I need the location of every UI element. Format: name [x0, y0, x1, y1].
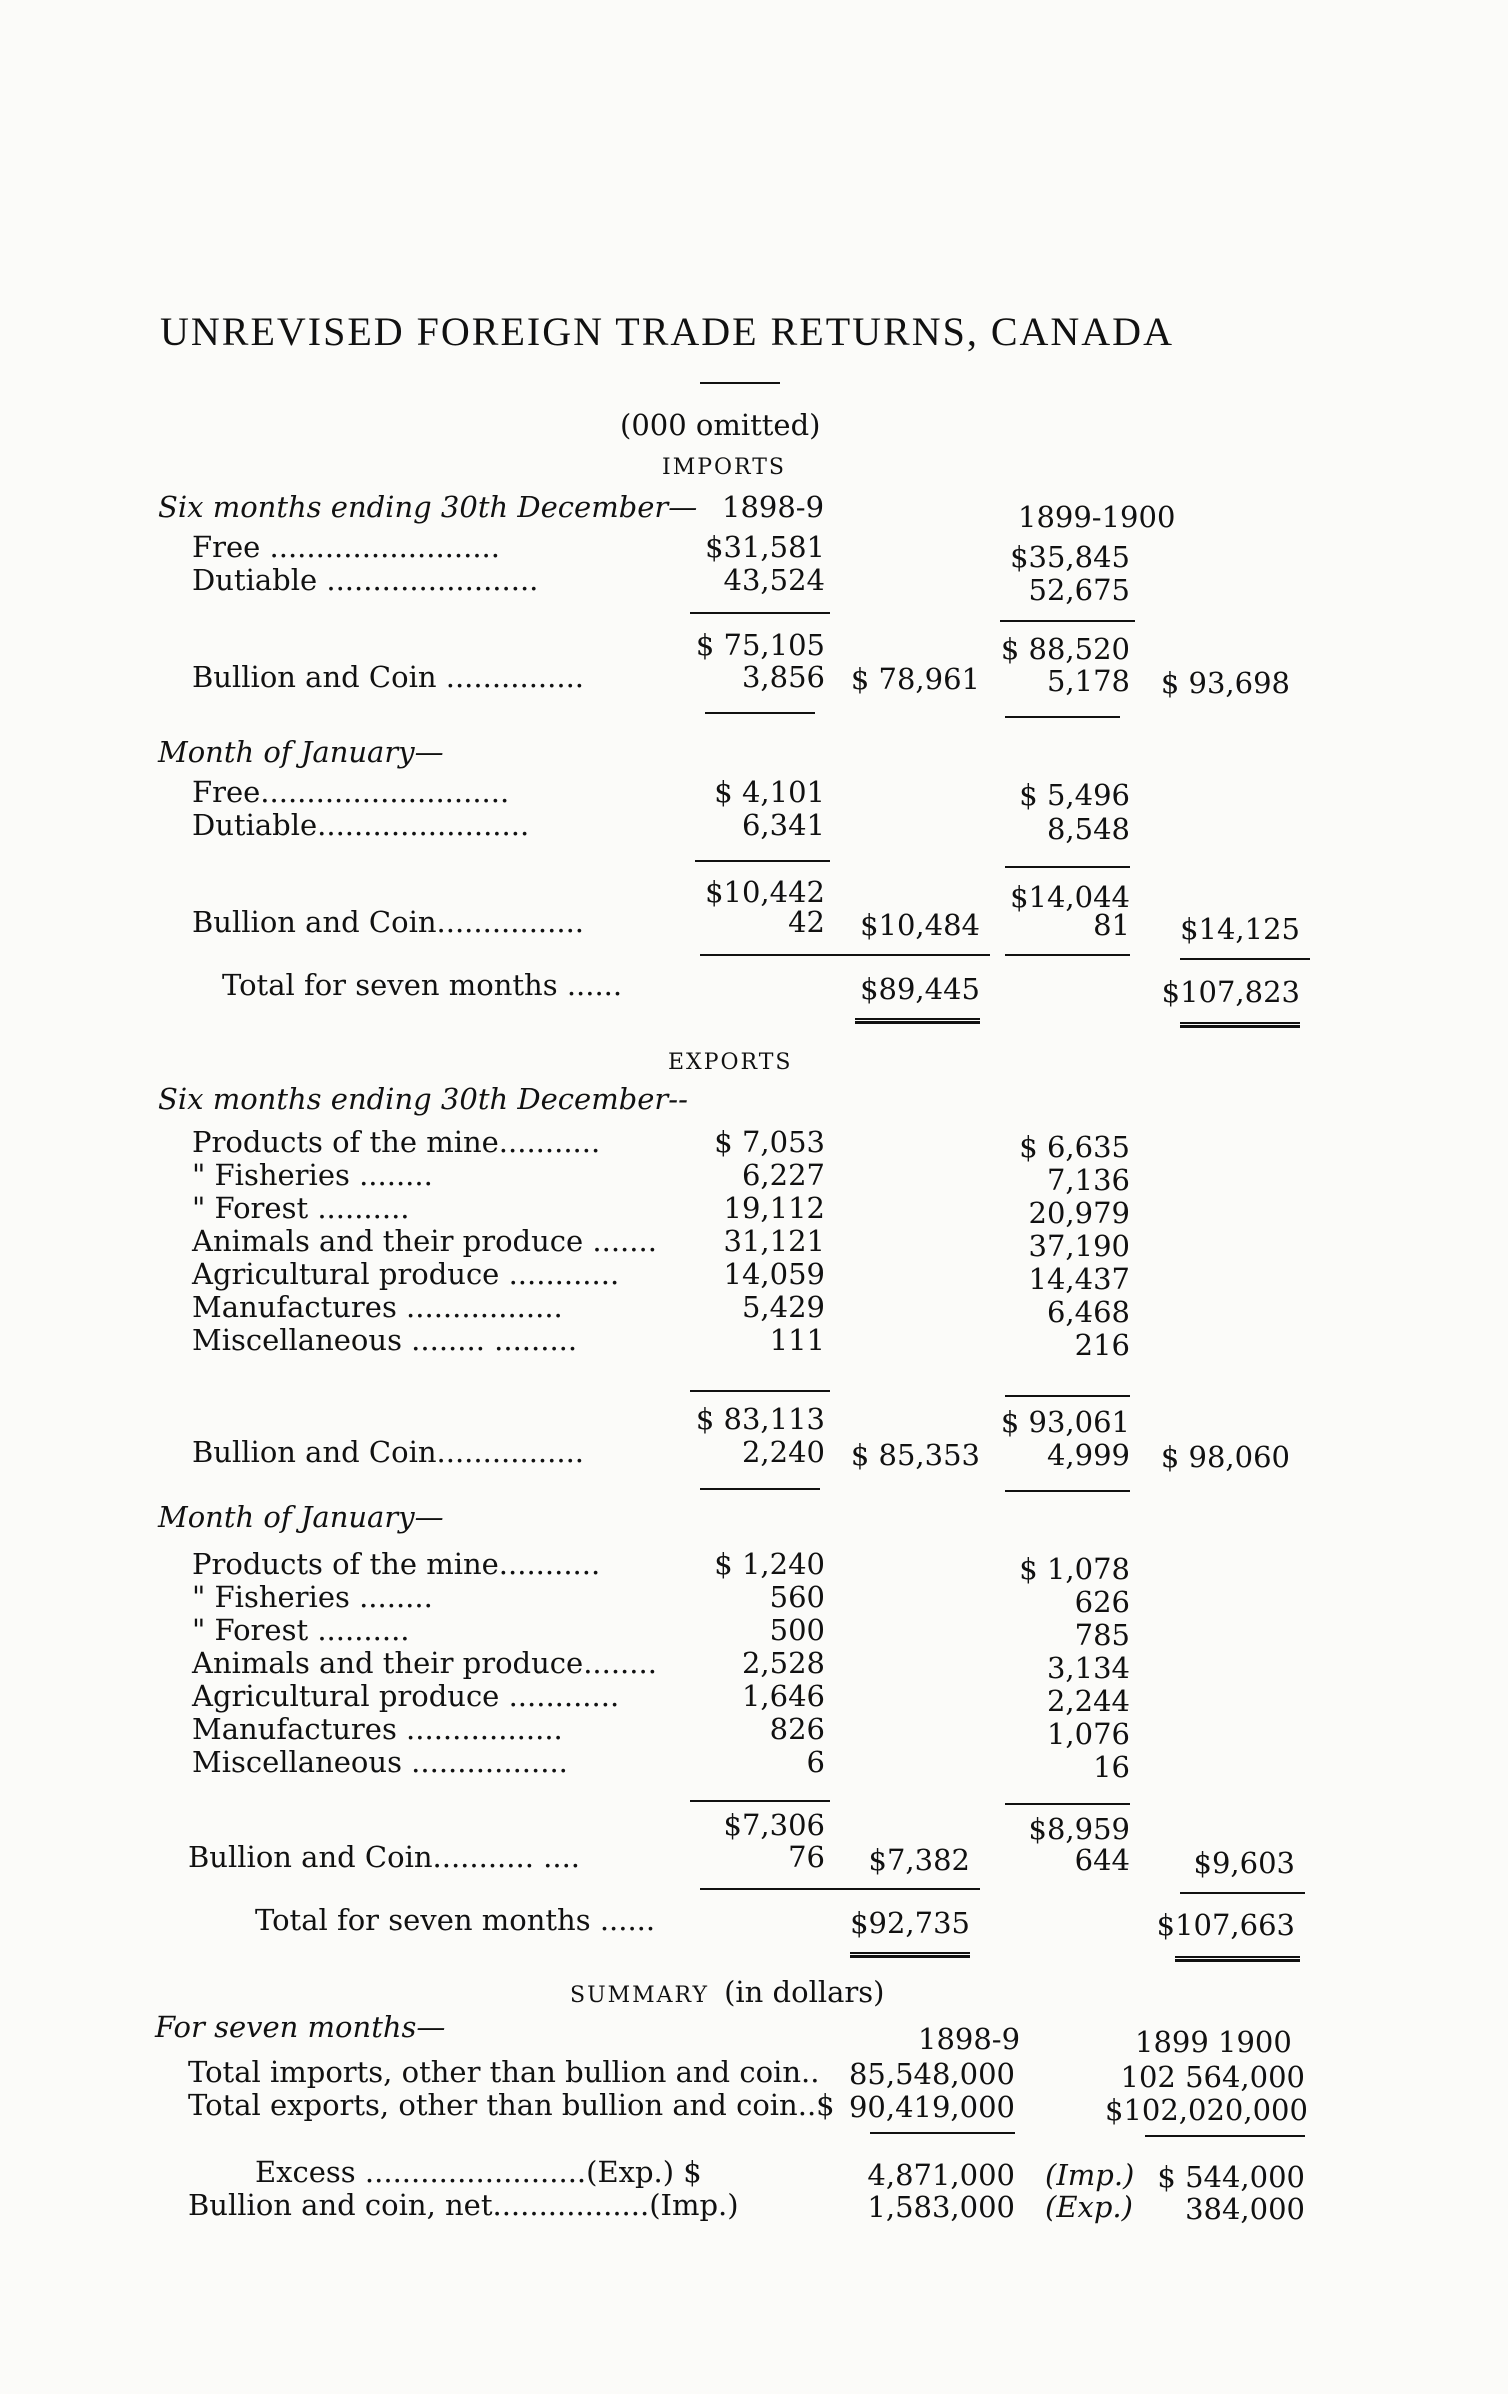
- exports-six-months-heading: Six months ending 30th December--: [158, 1082, 688, 1116]
- rule: [700, 1488, 820, 1490]
- row-label: " Forest ..........: [192, 1613, 410, 1647]
- row-value-b: 37,190: [1028, 1229, 1130, 1263]
- rule: [1180, 1892, 1305, 1894]
- row-label: Animals and their produce .......: [192, 1224, 657, 1258]
- double-rule: [1175, 1956, 1300, 1962]
- summary-bullion-label: Bullion and coin, net.................(Imp.): [188, 2188, 739, 2222]
- exports-jan-bullion-a: 76: [788, 1840, 825, 1874]
- summary-exports-label: Total exports, other than bullion and coin..$: [188, 2088, 835, 2122]
- imports-six-bullion-b: 5,178: [1046, 664, 1130, 698]
- imports-free-label: Free .........................: [192, 530, 500, 564]
- imports-six-months-heading: Six months ending 30th December—: [158, 490, 698, 524]
- summary-excess-tag: (Imp.): [1045, 2158, 1135, 2192]
- imports-six-subtotal-a: $ 75,105: [695, 628, 825, 662]
- year-a-header: 1898-9: [722, 490, 825, 524]
- exports-jan-bullion-b: 644: [1074, 1843, 1130, 1877]
- imports-jan-bullion-label: Bullion and Coin................: [192, 905, 585, 939]
- imports-free-a: $31,581: [705, 530, 825, 564]
- summary-excess-a: 4,871,000: [867, 2158, 1015, 2192]
- exports-total-a: $92,735: [850, 1906, 970, 1940]
- row-value-a: 19,112: [723, 1191, 825, 1225]
- rule: [1005, 1395, 1130, 1397]
- note-000-omitted: (000 omitted): [620, 408, 821, 442]
- row-value-a: 31,121: [723, 1224, 825, 1258]
- rule: [695, 860, 830, 862]
- row-label: Manufactures .................: [192, 1290, 563, 1324]
- double-rule: [850, 1952, 970, 1958]
- exports-jan-subtotal-a: $7,306: [723, 1808, 825, 1842]
- rule: [1145, 2135, 1305, 2137]
- rule: [1005, 866, 1130, 868]
- rule: [1005, 1490, 1130, 1492]
- row-value-a: 2,528: [741, 1646, 825, 1680]
- row-value-a: 14,059: [723, 1257, 825, 1291]
- imports-six-subtotal-b: $ 88,520: [1000, 632, 1130, 666]
- rule: [690, 1800, 830, 1802]
- summary-imports-b: 102 564,000: [1120, 2060, 1305, 2094]
- imports-jan-subtotal-a: $10,442: [705, 875, 825, 909]
- imports-six-total-b: $ 93,698: [1160, 666, 1290, 700]
- summary-imports-label: Total imports, other than bullion and coin..: [188, 2055, 820, 2089]
- imports-free-b: $35,845: [1010, 540, 1130, 574]
- rule: [1005, 954, 1130, 956]
- summary-heading: SUMMARY: [570, 1983, 709, 2008]
- row-value-a: 5,429: [741, 1290, 825, 1324]
- row-value-a: 111: [769, 1323, 825, 1357]
- imports-jan-bullion-a: 42: [788, 905, 825, 939]
- imports-six-bullion-a: 3,856: [741, 660, 825, 694]
- imports-heading: IMPORTS: [662, 455, 786, 480]
- double-rule: [855, 1018, 980, 1024]
- imports-six-bullion-label: Bullion and Coin ...............: [192, 660, 585, 694]
- exports-total-b: $107,663: [1156, 1908, 1295, 1942]
- exports-six-bullion-a: 2,240: [741, 1435, 825, 1469]
- row-value-b: 626: [1074, 1585, 1130, 1619]
- row-value-b: 785: [1074, 1618, 1130, 1652]
- imports-dutiable-a: 43,524: [723, 563, 825, 597]
- imports-jan-free-label: Free...........................: [192, 775, 510, 809]
- imports-jan-free-a: $ 4,101: [714, 775, 825, 809]
- summary-imports-a: 85,548,000: [848, 2057, 1015, 2091]
- row-value-b: 2,244: [1046, 1684, 1130, 1718]
- summary-exports-b: $102,020,000: [1105, 2093, 1308, 2127]
- summary-excess-label: Excess ........................(Exp.) $: [255, 2155, 702, 2189]
- row-value-b: $ 1,078: [1019, 1552, 1130, 1586]
- exports-six-subtotal-b: $ 93,061: [1000, 1405, 1130, 1439]
- rule: [1005, 716, 1120, 718]
- row-label: " Fisheries ........: [192, 1158, 433, 1192]
- row-value-a: 6: [806, 1745, 825, 1779]
- exports-six-total-b: $ 98,060: [1160, 1440, 1290, 1474]
- summary-bullion-a: 1,583,000: [867, 2190, 1015, 2224]
- rule: [1000, 620, 1135, 622]
- double-rule: [1180, 1022, 1300, 1028]
- exports-jan-total-a: $7,382: [868, 1843, 970, 1877]
- rule: [690, 1390, 830, 1392]
- page-title: UNREVISED FOREIGN TRADE RETURNS, CANADA: [160, 309, 1174, 354]
- summary-bullion-tag: (Exp.): [1045, 2190, 1133, 2224]
- imports-dutiable-label: Dutiable .......................: [192, 563, 539, 597]
- imports-six-total-a: $ 78,961: [850, 662, 980, 696]
- imports-jan-dutiable-a: 6,341: [741, 808, 825, 842]
- imports-total-a: $89,445: [860, 972, 980, 1006]
- row-value-a: 826: [769, 1712, 825, 1746]
- summary-heading-row: [570, 1975, 884, 2009]
- summary-year-b: 1899 1900: [1135, 2025, 1292, 2059]
- row-value-a: 560: [769, 1580, 825, 1614]
- row-value-b: 20,979: [1028, 1196, 1130, 1230]
- row-label: " Forest ..........: [192, 1191, 410, 1225]
- row-value-b: 6,468: [1046, 1295, 1130, 1329]
- exports-jan-subtotal-b: $8,959: [1028, 1812, 1130, 1846]
- exports-jan-total-b: $9,603: [1193, 1846, 1295, 1880]
- exports-total-label: Total for seven months ......: [255, 1903, 656, 1937]
- row-value-a: $ 7,053: [714, 1125, 825, 1159]
- row-label: Miscellaneous ........ .........: [192, 1323, 578, 1357]
- summary-bullion-b: 384,000: [1185, 2192, 1305, 2226]
- row-label: Products of the mine...........: [192, 1547, 601, 1581]
- rule: [700, 954, 990, 956]
- exports-six-bullion-label: Bullion and Coin................: [192, 1435, 585, 1469]
- exports-jan-bullion-label: Bullion and Coin........... ....: [188, 1840, 581, 1874]
- year-b-header: 1899-1900: [1018, 500, 1176, 534]
- imports-dutiable-b: 52,675: [1028, 573, 1130, 607]
- imports-total-label: Total for seven months ......: [222, 968, 623, 1002]
- imports-jan-dutiable-label: Dutiable.......................: [192, 808, 530, 842]
- imports-jan-subtotal-b: $14,044: [1010, 880, 1130, 914]
- summary-excess-b: $ 544,000: [1157, 2160, 1305, 2194]
- row-value-a: 500: [769, 1613, 825, 1647]
- row-label: Agricultural produce ............: [192, 1257, 620, 1291]
- row-value-b: 3,134: [1046, 1651, 1130, 1685]
- rule: [705, 712, 815, 714]
- rule: [870, 2132, 1015, 2134]
- row-value-b: 216: [1074, 1328, 1130, 1362]
- imports-jan-bullion-b: 81: [1093, 908, 1130, 942]
- summary-period: For seven months—: [155, 2010, 446, 2044]
- exports-six-bullion-b: 4,999: [1046, 1438, 1130, 1472]
- row-label: Manufactures .................: [192, 1712, 563, 1746]
- exports-six-subtotal-a: $ 83,113: [695, 1402, 825, 1436]
- rule: [1005, 1803, 1130, 1805]
- rule: [690, 612, 830, 614]
- summary-heading-note: (in dollars): [724, 1975, 885, 2009]
- row-value-b: 7,136: [1046, 1163, 1130, 1197]
- imports-jan-total-a: $10,484: [860, 908, 980, 942]
- imports-jan-dutiable-b: 8,548: [1046, 812, 1130, 846]
- imports-jan-total-b: $14,125: [1180, 912, 1300, 946]
- imports-total-b: $107,823: [1161, 975, 1300, 1009]
- row-value-b: 1,076: [1046, 1717, 1130, 1751]
- exports-heading: EXPORTS: [668, 1050, 793, 1075]
- imports-jan-heading: Month of January—: [158, 735, 444, 769]
- summary-exports-a: 90,419,000: [848, 2090, 1015, 2124]
- rule: [1180, 958, 1310, 960]
- row-value-b: 14,437: [1028, 1262, 1130, 1296]
- row-label: " Fisheries ........: [192, 1580, 433, 1614]
- row-value-a: 1,646: [741, 1679, 825, 1713]
- title-rule: [700, 382, 780, 384]
- rule: [700, 1888, 980, 1890]
- row-value-a: 6,227: [741, 1158, 825, 1192]
- row-label: Animals and their produce........: [192, 1646, 657, 1680]
- exports-jan-heading: Month of January—: [158, 1500, 444, 1534]
- summary-year-a: 1898-9: [918, 2022, 1021, 2056]
- row-label: Miscellaneous .................: [192, 1745, 568, 1779]
- row-value-b: $ 6,635: [1019, 1130, 1130, 1164]
- row-value-b: 16: [1093, 1750, 1130, 1784]
- imports-jan-free-b: $ 5,496: [1019, 778, 1130, 812]
- row-label: Products of the mine...........: [192, 1125, 601, 1159]
- row-value-a: $ 1,240: [714, 1547, 825, 1581]
- row-label: Agricultural produce ............: [192, 1679, 620, 1713]
- exports-six-total-a: $ 85,353: [850, 1438, 980, 1472]
